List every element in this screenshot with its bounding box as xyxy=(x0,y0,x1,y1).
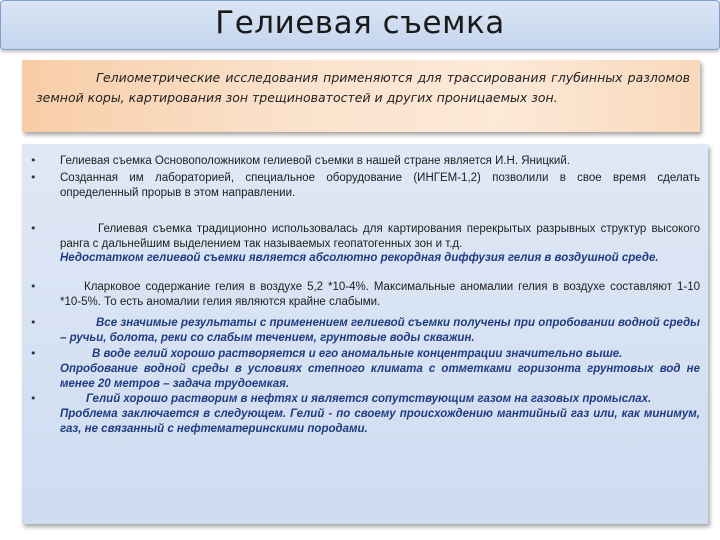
list-item-text-highlight: Недостатком гелиевой съемки является абсолютно рекордная диффузия гелия в воздушной среде. xyxy=(60,252,659,264)
bullet-marker: • xyxy=(30,316,37,329)
list-item-text: Проблема заключается в следующем. Гелий - по своему происхождению мантийный газ или, как минимум, газ, не связанный с нефтематеринскими породами. xyxy=(60,408,700,435)
list-item-text: Кларковое содержание гелия в воздухе 5,2 *10-4%. Максимальные аномалии гелия в воздухе составляют 1-10 *10-5%. То есть аномалии гелия являются крайне слабыми. xyxy=(60,281,700,308)
slide-title: Гелиевая съемка xyxy=(215,5,505,41)
bullet-list-box xyxy=(22,144,708,524)
list-item-text: Созданная им лабораторией, специальное оборудование (ИНГЕМ-1,2) позволили в свое время сделать определенный прорыв в этом направлении. xyxy=(60,172,700,199)
list-item-text: Все значимые результаты с применением гелиевой съемки получены при опробовании водной среды – ручьи, болота, реки со слабым течением, грунтовые воды скважин. xyxy=(60,317,700,344)
bullet-marker: • xyxy=(30,392,37,405)
list-item-text: В воде гелий хорошо растворяется и его аномальные концентрации значительно выше. xyxy=(92,348,623,360)
list-item-text: Гелиевая съемка традиционно использовалась для картирования перекрытых разрывных структур высокого ранга с дальнейшим выделением так называемых геопатогенных зон и т.д. xyxy=(60,223,700,250)
list-item-text: Опробование водной среды в условиях степного климата с отметками горизонта грунтовых вод не менее 20 метров – задача трудоемкая. xyxy=(60,363,700,390)
bullet-marker: • xyxy=(30,222,37,235)
intro-text: Гелиометрические исследования применяются для трассирования глубинных разломов земной коры, картирования зон трещиноватостей и других проницаемых зон. xyxy=(36,70,690,105)
intro-box xyxy=(22,60,700,132)
list-item-text: Гелий хорошо растворим в нефтях и является сопутствующим газом на газовых промыслах. xyxy=(86,393,652,405)
bullet-marker: • xyxy=(30,347,37,360)
bullet-marker: • xyxy=(30,280,37,293)
bullet-marker: • xyxy=(30,154,37,167)
bullet-marker: • xyxy=(30,171,37,184)
title-bar xyxy=(0,0,720,50)
list-item-text: Гелиевая съемка Основоположником гелиевой съемки в нашей стране является И.Н. Яницкий. xyxy=(60,155,570,167)
